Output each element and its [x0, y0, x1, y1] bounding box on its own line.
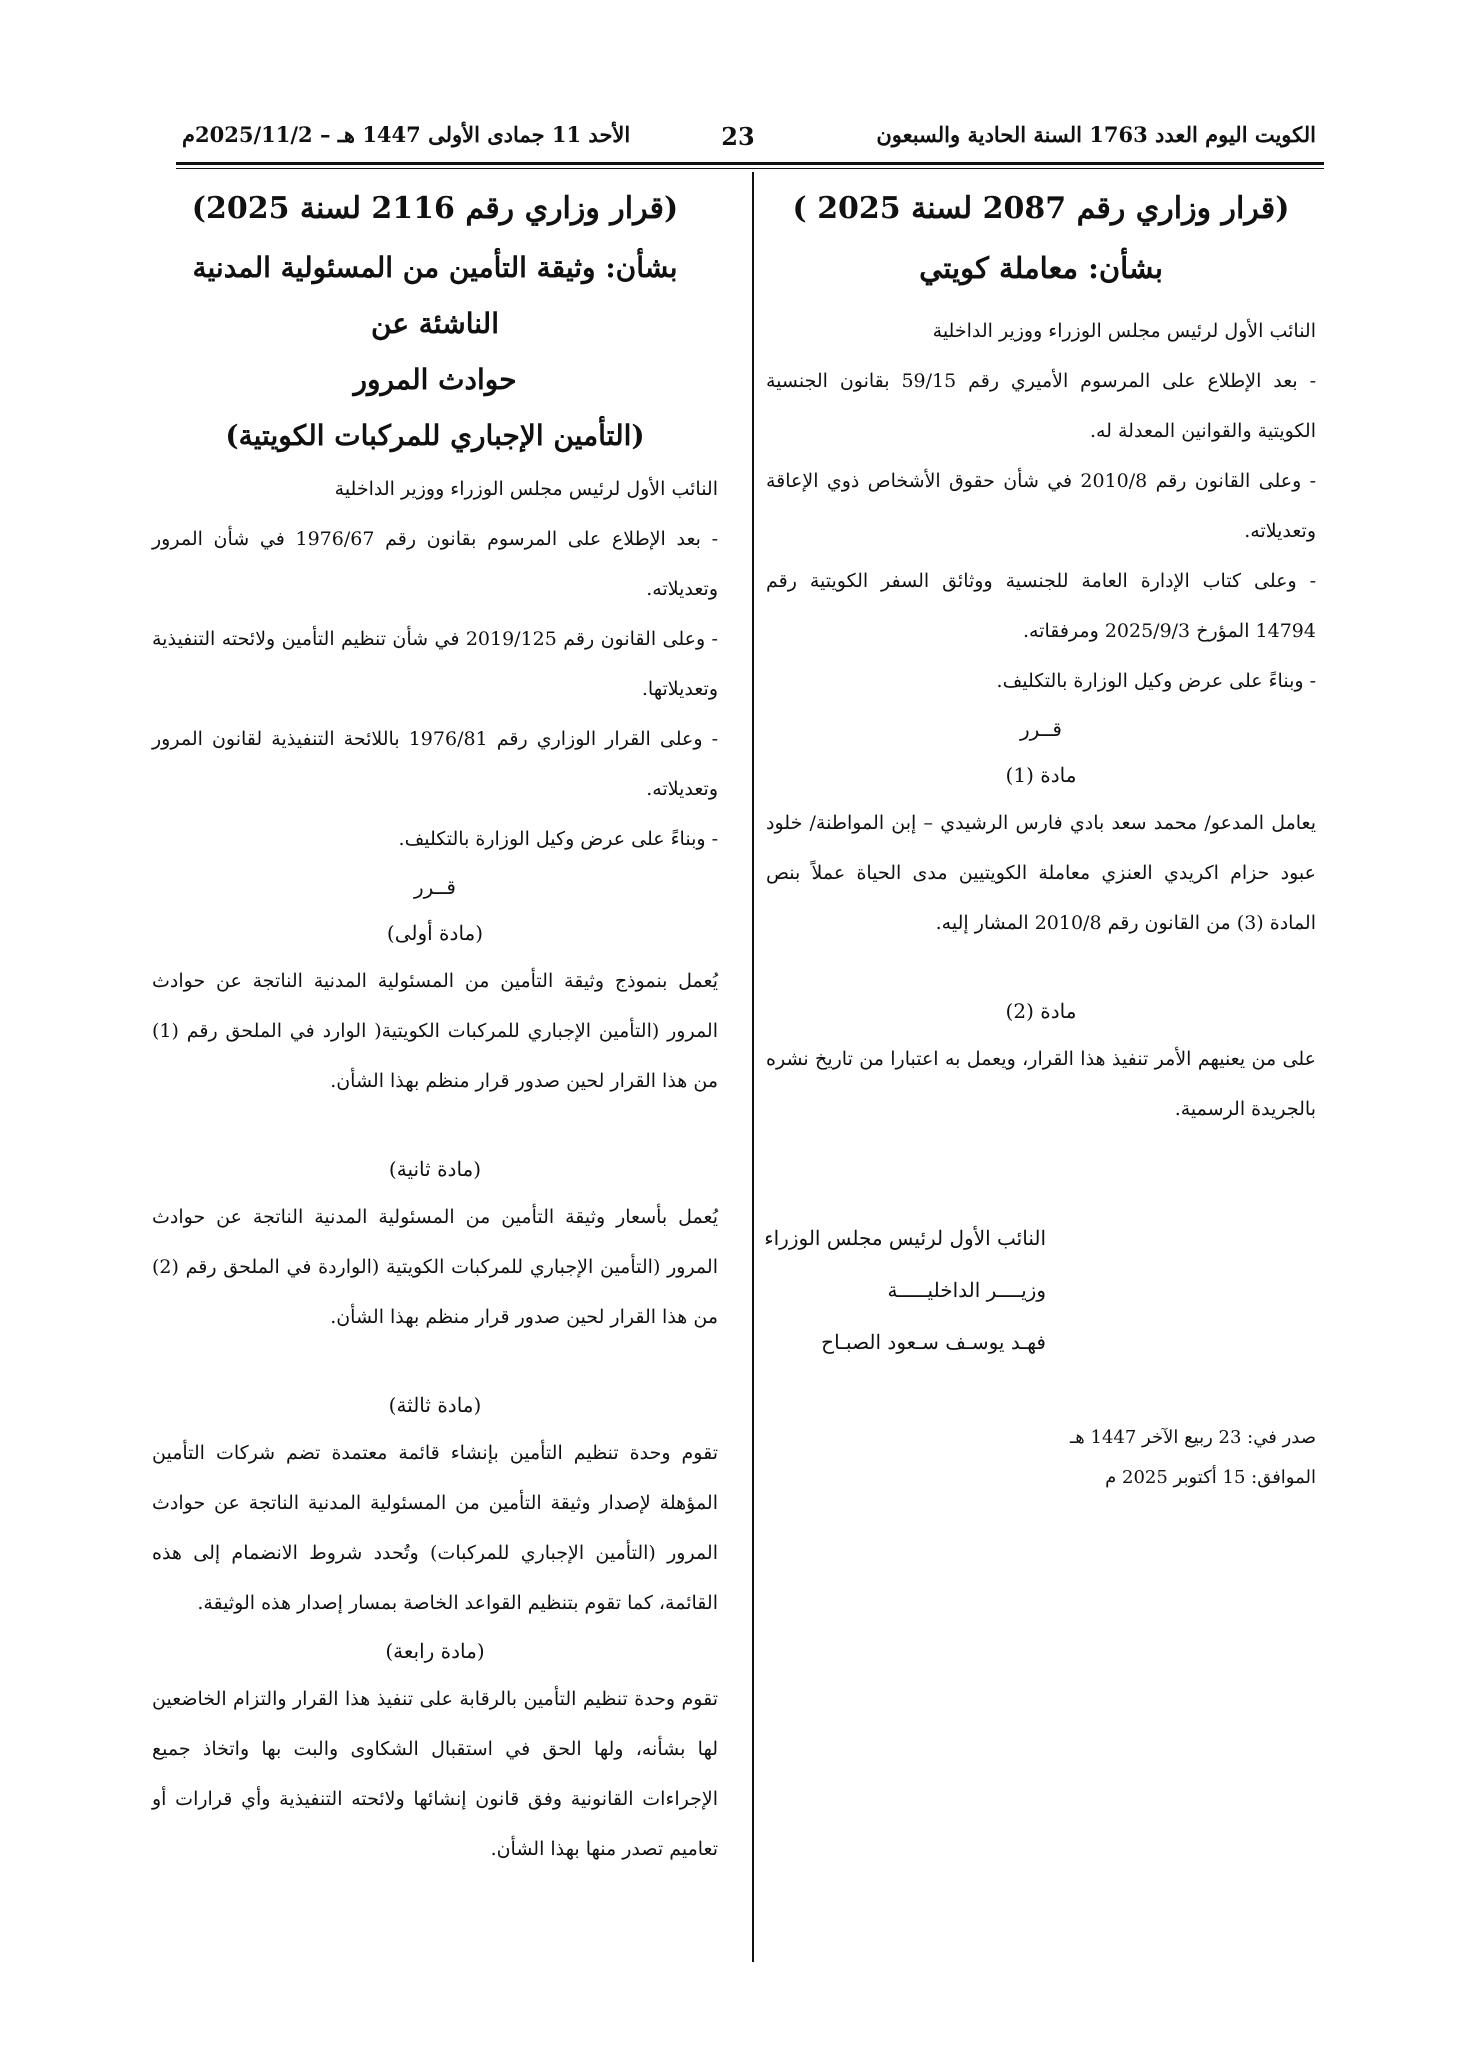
decree-intro: النائب الأول لرئيس مجلس الوزراء ووزير الداخلية [334, 478, 718, 500]
article-text: يُعمل بنموذج وثيقة التأمين من المسئولية المدنية الناتجة عن حوادث المرور (التأمين الإجباري للمركبات الكويتية( الوارد في الملحق رقم (1) من هذا القرار لحين صدور قرار منظم بهذا الشأن. [152, 970, 718, 1092]
page-number: 23 [721, 122, 755, 151]
recital: - وعلى القرار الوزاري رقم 1976/81 باللائحة التنفيذية لقانون المرور وتعديلاته. [152, 728, 718, 800]
article-text: يعامل المدعو/ محمد سعد بادي فارس الرشيدي – إبن المواطنة/ خلود عبود حزام اكريدي العنزي معاملة الكويتيين مدى الحياة عملاً بنص المادة (3) من القانون رقم 2010/8 المشار إليه. [766, 812, 1316, 934]
corresponding-date: الموافق: 15 أكتوبر 2025 م [1105, 1467, 1316, 1488]
decree-intro: النائب الأول لرئيس مجلس الوزراء ووزير الداخلية [932, 320, 1316, 342]
column-divider [752, 172, 754, 1962]
decided-label: قــرر [1020, 717, 1062, 741]
decree-subject: بشأن: معاملة كويتي [919, 251, 1163, 285]
decree-subject: بشأن: وثيقة التأمين من المسئولية المدنية الناشئة عن [192, 251, 678, 340]
recital: - وعلى القانون رقم 2010/8 في شأن حقوق الأشخاص ذوي الإعاقة وتعديلاته. [766, 470, 1316, 542]
decree-2116 [152, 180, 718, 1874]
article-title: (مادة ثانية) [388, 1157, 482, 1181]
issue-info: الكويت اليوم العدد 1763 السنة الحادية والسبعون [876, 122, 1316, 147]
signature-block [766, 1212, 1046, 1368]
article-text: تقوم وحدة تنظيم التأمين بإنشاء قائمة معتمدة تضم شركات التأمين المؤهلة لإصدار وثيقة التأمين من المسئولية المدنية الناتجة عن حوادث المرور (التأمين الإجباري للمركبات) وتُحدد شروط الانضمام إلى هذه القائمة، كما تقوم بتنظيم القواعد الخاصة بمسار إصدار هذه الوثيقة. [152, 1442, 718, 1614]
article-title: مادة (1) [1005, 763, 1077, 787]
recital: - وعلى القانون رقم 2019/125 في شأن تنظيم التأمين ولائحته التنفيذية وتعديلاتها. [152, 628, 718, 700]
recital: - بعد الإطلاع على المرسوم الأميري رقم 59/15 بقانون الجنسية الكويتية والقوانين المعدلة له. [766, 370, 1316, 442]
recital: - بعد الإطلاع على المرسوم بقانون رقم 1976/67 في شأن المرور وتعديلاته. [152, 528, 718, 600]
recital: - وبناءً على عرض وكيل الوزارة بالتكليف. [996, 670, 1316, 692]
signature-name: فهـد يوسـف سـعود الصبـاح [821, 1330, 1046, 1354]
decree-2087 [766, 180, 1316, 1498]
recital: - وبناءً على عرض وكيل الوزارة بالتكليف. [398, 828, 718, 850]
article-title: (مادة ثالثة) [388, 1393, 482, 1417]
header-rule-thin [176, 168, 1324, 169]
article-title: مادة (2) [1005, 999, 1077, 1023]
signature-ministry: وزيــــر الداخليـــــة [887, 1278, 1046, 1302]
decree-title: (قرار وزاري رقم 2116 لسنة 2025) [191, 191, 679, 226]
decree-subject: حوادث المرور [353, 363, 517, 396]
signature-title: النائب الأول لرئيس مجلس الوزراء [764, 1226, 1046, 1250]
article-text: يُعمل بأسعار وثيقة التأمين من المسئولية المدنية الناتجة عن حوادث المرور (التأمين الإجباري للمركبات الكويتية (الواردة في الملحق رقم (2) من هذا القرار لحين صدور قرار منظم بهذا الشأن. [152, 1206, 718, 1328]
decree-subject: (التأمين الإجباري للمركبات الكويتية) [225, 419, 645, 452]
decree-title: (قرار وزاري رقم 2087 لسنة 2025 ) [792, 191, 1290, 226]
article-title: (مادة أولى) [386, 921, 484, 945]
article-text: تقوم وحدة تنظيم التأمين بالرقابة على تنفيذ هذا القرار والتزام الخاضعين لها بشأنه، ولها الحق في استقبال الشكاوى والبت بها واتخاذ جميع الإجراءات القانونية وفق قانون إنشائها ولائحته التنفيذية وأي قرارات أو تعاميم تصدر منها بهذا الشأن. [152, 1688, 718, 1860]
issue-date: الأحد 11 جمادى الأولى 1447 هـ – 2025/11/2م [182, 122, 631, 147]
decided-label: قــرر [414, 875, 456, 899]
issue-dates [766, 1418, 1316, 1498]
header-rule [176, 162, 1324, 165]
article-title: (مادة رابعة) [385, 1639, 485, 1663]
article-text: على من يعنيهم الأمر تنفيذ هذا القرار، ويعمل به اعتبارا من تاريخ نشره بالجريدة الرسمية. [766, 1048, 1316, 1120]
recital: - وعلى كتاب الإدارة العامة للجنسية ووثائق السفر الكويتية رقم 14794 المؤرخ 2025/9/3 ومرفقاته. [766, 570, 1316, 642]
issued-date: صدر في: 23 ربيع الآخر 1447 هـ [1070, 1427, 1316, 1448]
